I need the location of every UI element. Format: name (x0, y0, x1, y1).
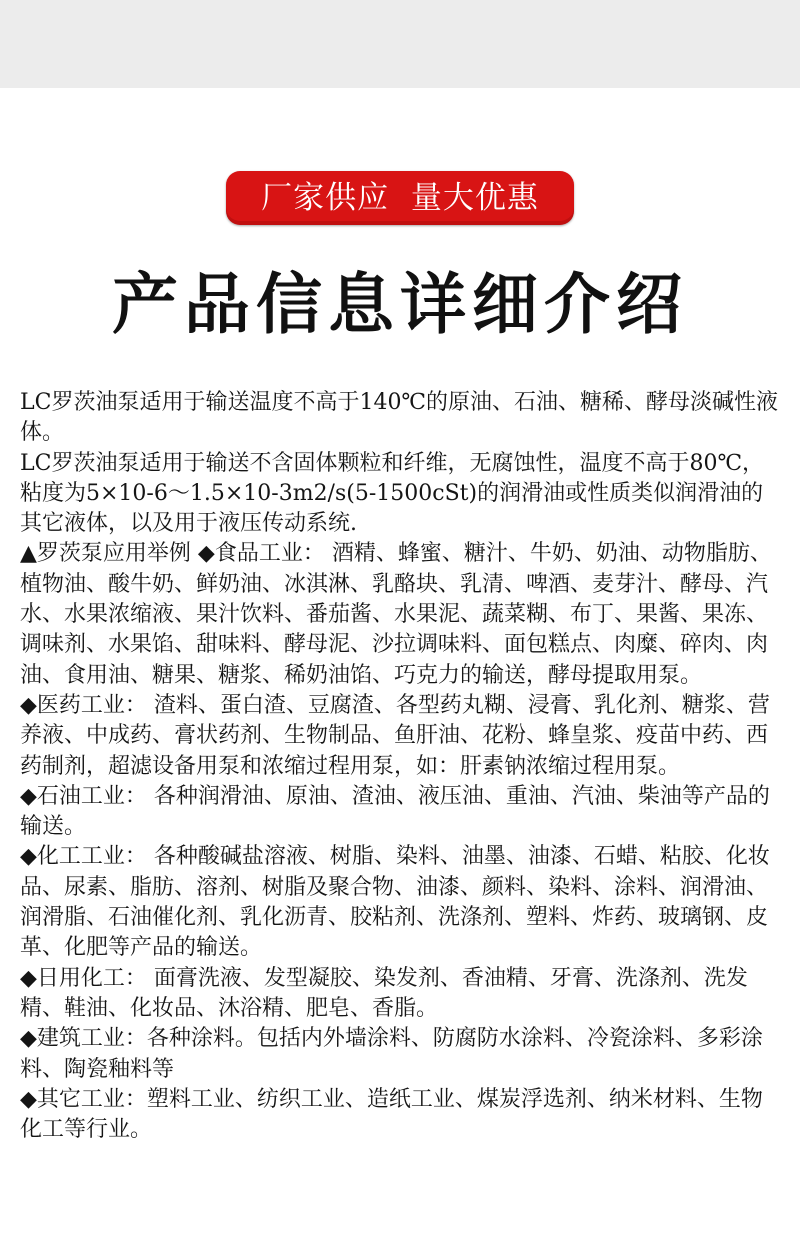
paragraph-petroleum-industry: ◆石油工业： 各种润滑油、原油、渣油、液压油、重油、汽油、柴油等产品的输送。 (20, 783, 770, 840)
top-gray-bar (0, 0, 800, 88)
paragraph-construction-industry: ◆建筑工业：各种涂料。包括内外墙涂料、防腐防水涂料、冷瓷涂料、多彩涂料、陶瓷釉料等 (20, 1026, 763, 1082)
paragraph-daily-chemical: ◆日用化工： 面膏洗液、发型凝胶、染发剂、香油精、牙膏、洗涤剂、洗发精、鞋油、化妆品、沐浴精、肥皂、香脂。 (20, 965, 748, 1021)
product-description (20, 388, 780, 1145)
section-headline: 产品信息详细介绍 (112, 266, 688, 343)
promo-badge-text: 厂家供应 量大优惠 (261, 179, 539, 216)
promo-badge (226, 171, 574, 225)
paragraph-other-industry: ◆其它工业：塑料工业、纺织工业、造纸工业、煤炭浮选剂、纳米材料、生物化工等行业。 (20, 1086, 763, 1143)
paragraph-viscosity: LC罗茨油泵适用于输送不含固体颗粒和纤维，无腐蚀性，温度不高于80℃，粘度为5×10-6～1.5×10-3m2/s(5-1500cSt)的润滑油或性质类似润滑油的其它液体，以及用于液压传动系统. (20, 450, 765, 537)
paragraph-pharma-industry: ◆医药工业： 渣料、蛋白渣、豆腐渣、各型药丸糊、浸膏、乳化剂、糖浆、营养液、中成药、膏状药剂、生物制品、鱼肝油、花粉、蜂皇浆、疫苗中药、西药制剂，超滤设备用泵和浓缩过程用泵，如：肝素钠浓缩过程用泵。 (20, 692, 770, 779)
paragraph-temperature: LC罗茨油泵适用于输送温度不高于140℃的原油、石油、糖稀、酵母淡碱性液体。 (20, 390, 779, 446)
paragraph-food-industry: ▲罗茨泵应用举例 ◆食品工业： 酒精、蜂蜜、糖汁、牛奶、奶油、动物脂肪、植物油、酸牛奶、鲜奶油、冰淇淋、乳酪块、乳清、啤酒、麦芽汁、酵母、汽水、水果浓缩液、果汁饮料、番茄酱、水果泥、蔬菜糊、布丁、果酱、果冻、调味剂、水果馅、甜味料、酵母泥、沙拉调味料、面包糕点、肉糜、碎肉、肉油、食用油、糖果、糖浆、稀奶油馅、巧克力的输送，酵母提取用泵。 (20, 541, 772, 688)
paragraph-chemical-industry: ◆化工工业： 各种酸碱盐溶液、树脂、染料、油墨、油漆、石蜡、粘胶、化妆品、尿素、脂肪、溶剂、树脂及聚合物、油漆、颜料、染料、涂料、润滑油、润滑脂、石油催化剂、乳化沥青、胶粘剂、洗涤剂、塑料、炸药、玻璃钢、皮革、化肥等产品的输送。 (20, 844, 770, 961)
